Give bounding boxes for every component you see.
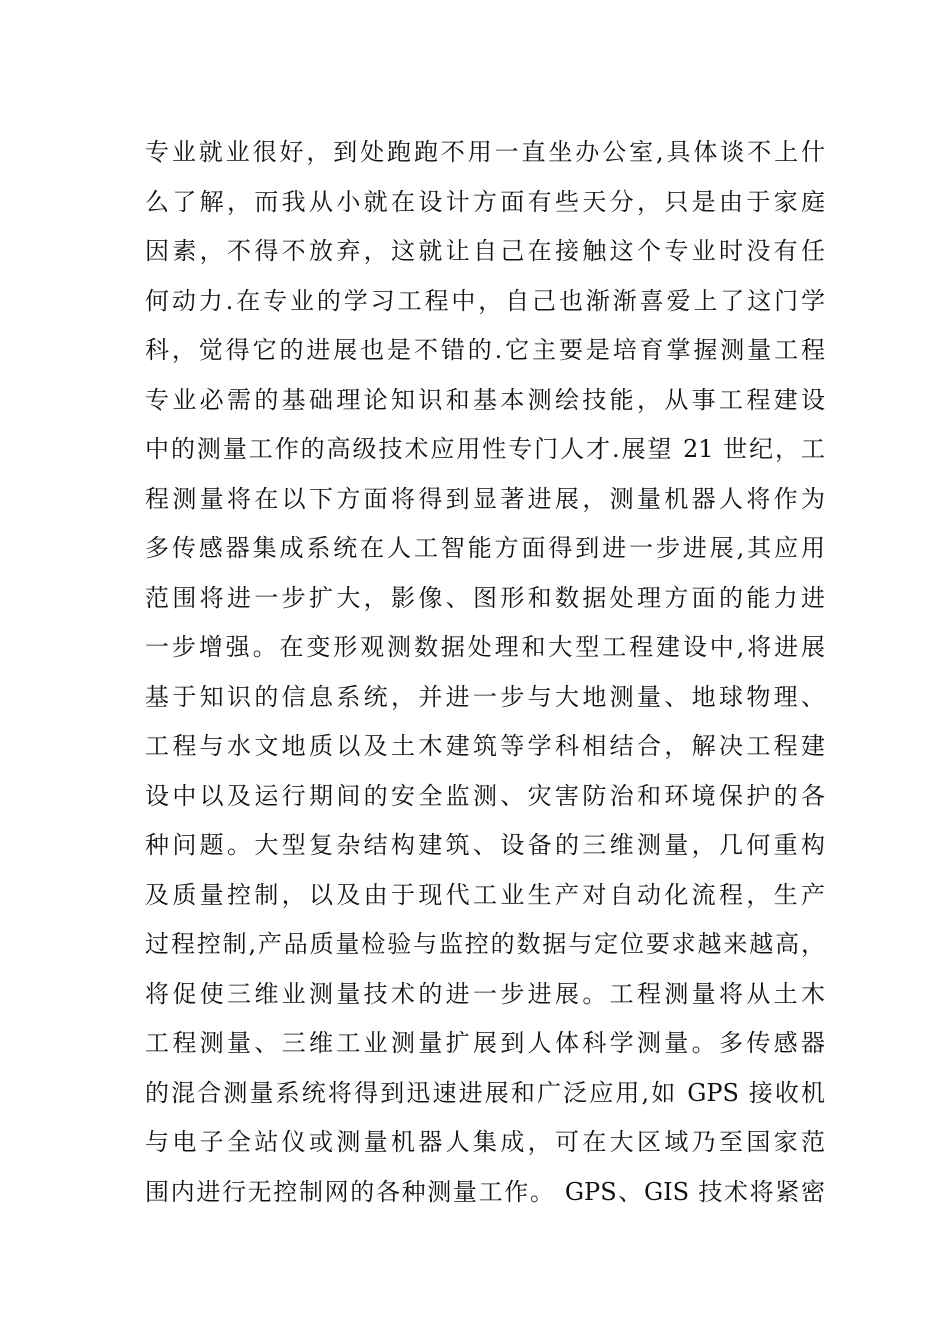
body-paragraph [145,128,825,1217]
text-line: 及质量控制，以及由于现代工业生产对自动化流程，生产 [145,880,825,909]
text-line: 与电子全站仪或测量机器人集成，可在大区域乃至国家范 [145,1128,825,1156]
text-line: 程测量将在以下方面将得到显著进展，测量机器人将作为 [145,484,825,513]
text-line: 将促使三维业测量技术的进一步进展。工程测量将从土木 [145,979,825,1008]
text-line: 设中以及运行期间的安全监测、灾害防治和环境保护的各 [145,781,825,810]
text-line: 何动力.在专业的学习工程中，自己也渐渐喜爱上了这门学 [145,286,825,315]
text-line: 一步增强。在变形观测数据处理和大型工程建设中,将进展 [145,633,825,661]
text-line: 的混合测量系统将得到迅速进展和广泛应用,如 GPS 接收机 [145,1078,825,1107]
text-line: 因素，不得不放弃，这就让自己在接触这个专业时没有任 [145,237,825,265]
text-line: 专业必需的基础理论知识和基本测绘技能，从事工程建设 [145,385,825,414]
text-line: 范围将进一步扩大，影像、图形和数据处理方面的能力进 [145,583,825,612]
text-line: 专业就业很好，到处跑跑不用一直坐办公室,具体谈不上什 [145,138,825,166]
text-line: 工程测量、三维工业测量扩展到人体科学测量。多传感器 [145,1029,825,1057]
text-line: 围内进行无控制网的各种测量工作。 GPS、GIS 技术将紧密 [145,1177,825,1206]
text-line: 科，觉得它的进展也是不错的.它主要是培育掌握测量工程 [145,336,825,364]
text-line: 工程与水文地质以及土木建筑等学科相结合，解决工程建 [145,732,825,760]
text-line: 中的测量工作的高级技术应用性专门人才.展望 21 世纪，工 [145,435,825,463]
text-line: 基于知识的信息系统，并进一步与大地测量、地球物理、 [145,682,825,711]
text-line: 么了解，而我从小就在设计方面有些天分，只是由于家庭 [145,187,825,216]
text-line: 种问题。大型复杂结构建筑、设备的三维测量，几何重构 [145,831,825,859]
text-line: 过程控制,产品质量检验与监控的数据与定位要求越来越高， [145,930,825,958]
text-line: 多传感器集成系统在人工智能方面得到进一步进展,其应用 [145,534,825,562]
